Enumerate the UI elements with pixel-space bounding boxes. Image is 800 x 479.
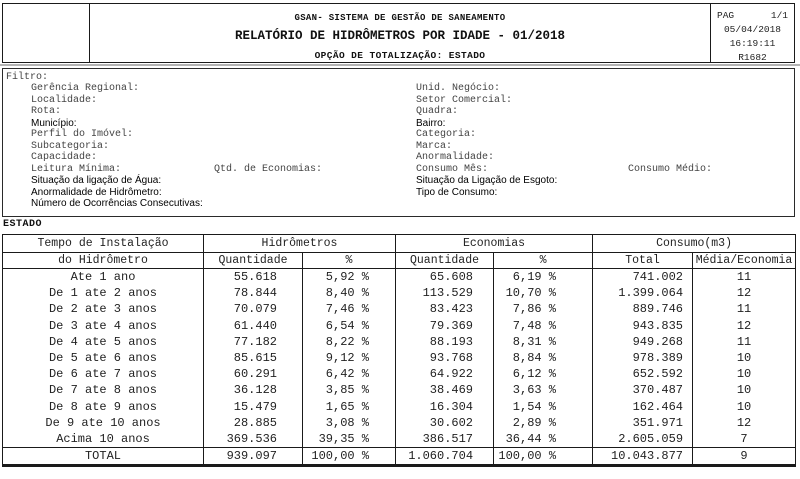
report-time: 16:19:11 xyxy=(729,38,776,49)
report-title: RELATÓRIO DE HIDRÔMETROS POR IDADE - 01/2018 xyxy=(234,29,566,43)
table-cell: De 6 ate 7 anos xyxy=(48,367,158,382)
filter-situacao-esgoto: Situação da Ligação de Esgoto: xyxy=(416,175,558,186)
table-cell: 3,85 % xyxy=(303,382,396,398)
filter-tipo-consumo: Tipo de Consumo: xyxy=(416,186,498,198)
table-cell: De 7 ate 8 anos xyxy=(48,383,158,398)
page-info-box xyxy=(710,4,794,62)
filter-left-column xyxy=(31,83,203,210)
table-cell: 113.529 xyxy=(396,285,494,301)
table-cell: 83.423 xyxy=(396,301,494,317)
table-cell: 9 xyxy=(693,448,796,466)
filter-right-column xyxy=(416,83,557,198)
table-cell: 65.608 xyxy=(396,269,494,286)
table-cell: Ate 1 ano xyxy=(70,270,136,285)
table-cell: 741.002 xyxy=(593,269,693,286)
table-cell: 12 xyxy=(693,415,796,431)
table-cell: 39,35 % xyxy=(303,431,396,448)
table-cell: De 4 ate 5 anos xyxy=(48,334,158,349)
page-number-row xyxy=(711,9,794,23)
page-value: 1/1 xyxy=(770,10,788,21)
table-row xyxy=(3,382,796,398)
logo-box xyxy=(3,4,90,62)
table-row xyxy=(3,334,796,350)
filter-consumo-mes: Consumo Mês: xyxy=(416,163,489,175)
table-cell: 10 xyxy=(693,350,796,366)
table-row xyxy=(3,301,796,317)
filter-categoria: Categoria: xyxy=(416,129,477,140)
filter-qtd-economias: Qtd. de Economias: xyxy=(214,163,323,175)
report-header xyxy=(2,3,795,63)
totalization-option: OPÇÃO DE TOTALIZAÇÃO: ESTADO xyxy=(314,50,486,61)
table-cell: 7 xyxy=(693,431,796,448)
table-cell: 93.768 xyxy=(396,350,494,366)
table-cell: De 8 ate 9 anos xyxy=(48,399,158,414)
filter-unid-negocio: Unid. Negócio: xyxy=(416,83,501,94)
table-cell: 3,63 % xyxy=(494,382,593,398)
col-header-pct-econ: % xyxy=(494,253,593,269)
page-label: PAG xyxy=(717,10,735,21)
table-cell: 943.835 xyxy=(593,318,693,334)
table-cell: 1,54 % xyxy=(494,399,593,415)
col-header-total: Total xyxy=(593,253,693,269)
filter-bairro: Bairro: xyxy=(416,117,446,129)
table-cell: 10 xyxy=(693,382,796,398)
table-cell: 12 xyxy=(693,285,796,301)
table-cell: 11 xyxy=(693,301,796,317)
col-header-pct-hidr: % xyxy=(303,253,396,269)
col-group-consumo: Consumo(m3) xyxy=(593,235,796,253)
system-title: GSAN- SISTEMA DE GESTÃO DE SANEAMENTO xyxy=(294,13,506,23)
table-row xyxy=(3,415,796,431)
filter-situacao-agua: Situação da ligação de Água: xyxy=(31,175,162,186)
table-cell: 36,44 % xyxy=(494,431,593,448)
table-cell: 12 xyxy=(693,318,796,334)
report-title-block xyxy=(90,4,710,62)
table-cell: 370.487 xyxy=(593,382,693,398)
table-cell: 939.097 xyxy=(204,448,303,466)
table-header xyxy=(3,235,796,269)
table-cell: 10 xyxy=(693,366,796,382)
table-cell: 100,00 % xyxy=(303,448,396,466)
table-cell: 949.268 xyxy=(593,334,693,350)
table-cell: 78.844 xyxy=(204,285,303,301)
table-cell: 7,48 % xyxy=(494,318,593,334)
table-cell: De 5 ate 6 anos xyxy=(48,351,158,366)
table-cell: 5,92 % xyxy=(303,269,396,286)
table-cell: 100,00 % xyxy=(494,448,593,466)
filter-title: Filtro: xyxy=(6,72,49,83)
filter-localidade: Localidade: xyxy=(31,94,98,106)
table-cell: De 1 ate 2 anos xyxy=(48,286,158,301)
report-code: R1682 xyxy=(738,52,767,63)
filter-gerencia-regional: Gerência Regional: xyxy=(31,83,140,94)
table-cell: 6,54 % xyxy=(303,318,396,334)
table-cell: 386.517 xyxy=(396,431,494,448)
table-cell: 8,31 % xyxy=(494,334,593,350)
table-row xyxy=(3,350,796,366)
filter-consumo-medio: Consumo Médio: xyxy=(628,163,713,175)
table-cell: 3,08 % xyxy=(303,415,396,431)
table-container xyxy=(2,234,796,467)
table-row xyxy=(3,285,796,301)
table-row xyxy=(3,269,796,286)
table-cell: De 2 ate 3 anos xyxy=(48,302,158,317)
filter-leitura-minima: Leitura Mínima: xyxy=(31,163,122,175)
table-cell: 978.389 xyxy=(593,350,693,366)
filter-panel xyxy=(2,68,795,217)
table-cell: 889.746 xyxy=(593,301,693,317)
table-cell: 38.469 xyxy=(396,382,494,398)
filter-marca: Marca: xyxy=(416,140,453,152)
col-group-economias: Economias xyxy=(396,235,593,253)
table-cell: 36.128 xyxy=(204,382,303,398)
col-header-quantidade-hidr: Quantidade xyxy=(204,253,303,269)
table-row-total xyxy=(3,448,796,466)
table-row xyxy=(3,366,796,382)
section-label: ESTADO xyxy=(3,219,43,230)
table-cell: 10 xyxy=(693,399,796,415)
table-cell: 15.479 xyxy=(204,399,303,415)
table-cell: 88.193 xyxy=(396,334,494,350)
table-cell: 77.182 xyxy=(204,334,303,350)
table-cell: 7,46 % xyxy=(303,301,396,317)
table-cell: TOTAL xyxy=(3,448,204,466)
table-cell: 9,12 % xyxy=(303,350,396,366)
table-cell: 8,40 % xyxy=(303,285,396,301)
filter-municipio: Município: xyxy=(31,117,77,129)
table-cell: 11 xyxy=(693,269,796,286)
table-cell: 369.536 xyxy=(204,431,303,448)
table-cell: 1,65 % xyxy=(303,399,396,415)
hydrometer-age-table xyxy=(2,234,796,467)
table-cell: 8,22 % xyxy=(303,334,396,350)
table-cell: 2,89 % xyxy=(494,415,593,431)
table-cell: 6,12 % xyxy=(494,366,593,382)
filter-rota: Rota: xyxy=(31,106,62,117)
col-header-quantidade-econ: Quantidade xyxy=(396,253,494,269)
table-cell: 652.592 xyxy=(593,366,693,382)
table-cell: 8,84 % xyxy=(494,350,593,366)
table-cell: 55.618 xyxy=(204,269,303,286)
table-cell: 61.440 xyxy=(204,318,303,334)
filter-ocorrencias-consecutivas: Número de Ocorrências Consecutivas: xyxy=(31,198,203,209)
table-cell: 6,42 % xyxy=(303,366,396,382)
table-cell: 64.922 xyxy=(396,366,494,382)
col-header-do-hidrometro: do Hidrômetro xyxy=(3,253,204,269)
table-cell: 10,70 % xyxy=(494,285,593,301)
table-cell: 28.885 xyxy=(204,415,303,431)
filter-setor-comercial: Setor Comercial: xyxy=(416,94,513,106)
filter-quadra: Quadra: xyxy=(416,106,459,117)
table-cell: De 9 ate 10 anos xyxy=(45,415,161,430)
report-date: 05/04/2018 xyxy=(723,24,781,35)
col-header-media-economia: Média/Economia xyxy=(693,253,796,269)
table-cell: 85.615 xyxy=(204,350,303,366)
header-divider xyxy=(0,64,800,66)
filter-capacidade: Capacidade: xyxy=(31,152,98,163)
table-cell: 60.291 xyxy=(204,366,303,382)
table-row xyxy=(3,431,796,448)
filter-anormalidade: Anormalidade: xyxy=(416,152,495,163)
filter-anormalidade-hidrometro: Anormalidade de Hidrômetro: xyxy=(31,186,162,198)
table-cell: 70.079 xyxy=(204,301,303,317)
filter-perfil-imovel: Perfil do Imóvel: xyxy=(31,129,134,140)
table-cell: 79.369 xyxy=(396,318,494,334)
filter-subcategoria: Subcategoria: xyxy=(31,140,110,152)
table-cell: 10.043.877 xyxy=(593,448,693,466)
table-cell: 1.399.064 xyxy=(593,285,693,301)
table-cell: Acima 10 anos xyxy=(56,431,150,446)
table-cell: De 3 ate 4 anos xyxy=(48,318,158,333)
table-row xyxy=(3,318,796,334)
table-cell: 162.464 xyxy=(593,399,693,415)
table-cell: 30.602 xyxy=(396,415,494,431)
table-header-row-groups xyxy=(3,235,796,253)
table-body xyxy=(3,269,796,466)
table-cell: 1.060.704 xyxy=(396,448,494,466)
col-group-tempo: Tempo de Instalação xyxy=(3,235,204,253)
table-cell: 6,19 % xyxy=(494,269,593,286)
table-cell: 16.304 xyxy=(396,399,494,415)
table-cell: 7,86 % xyxy=(494,301,593,317)
table-cell: 2.605.059 xyxy=(593,431,693,448)
table-header-row-columns xyxy=(3,253,796,269)
table-cell: 11 xyxy=(693,334,796,350)
table-row xyxy=(3,399,796,415)
table-cell: 351.971 xyxy=(593,415,693,431)
col-group-hidrometros: Hidrômetros xyxy=(204,235,396,253)
